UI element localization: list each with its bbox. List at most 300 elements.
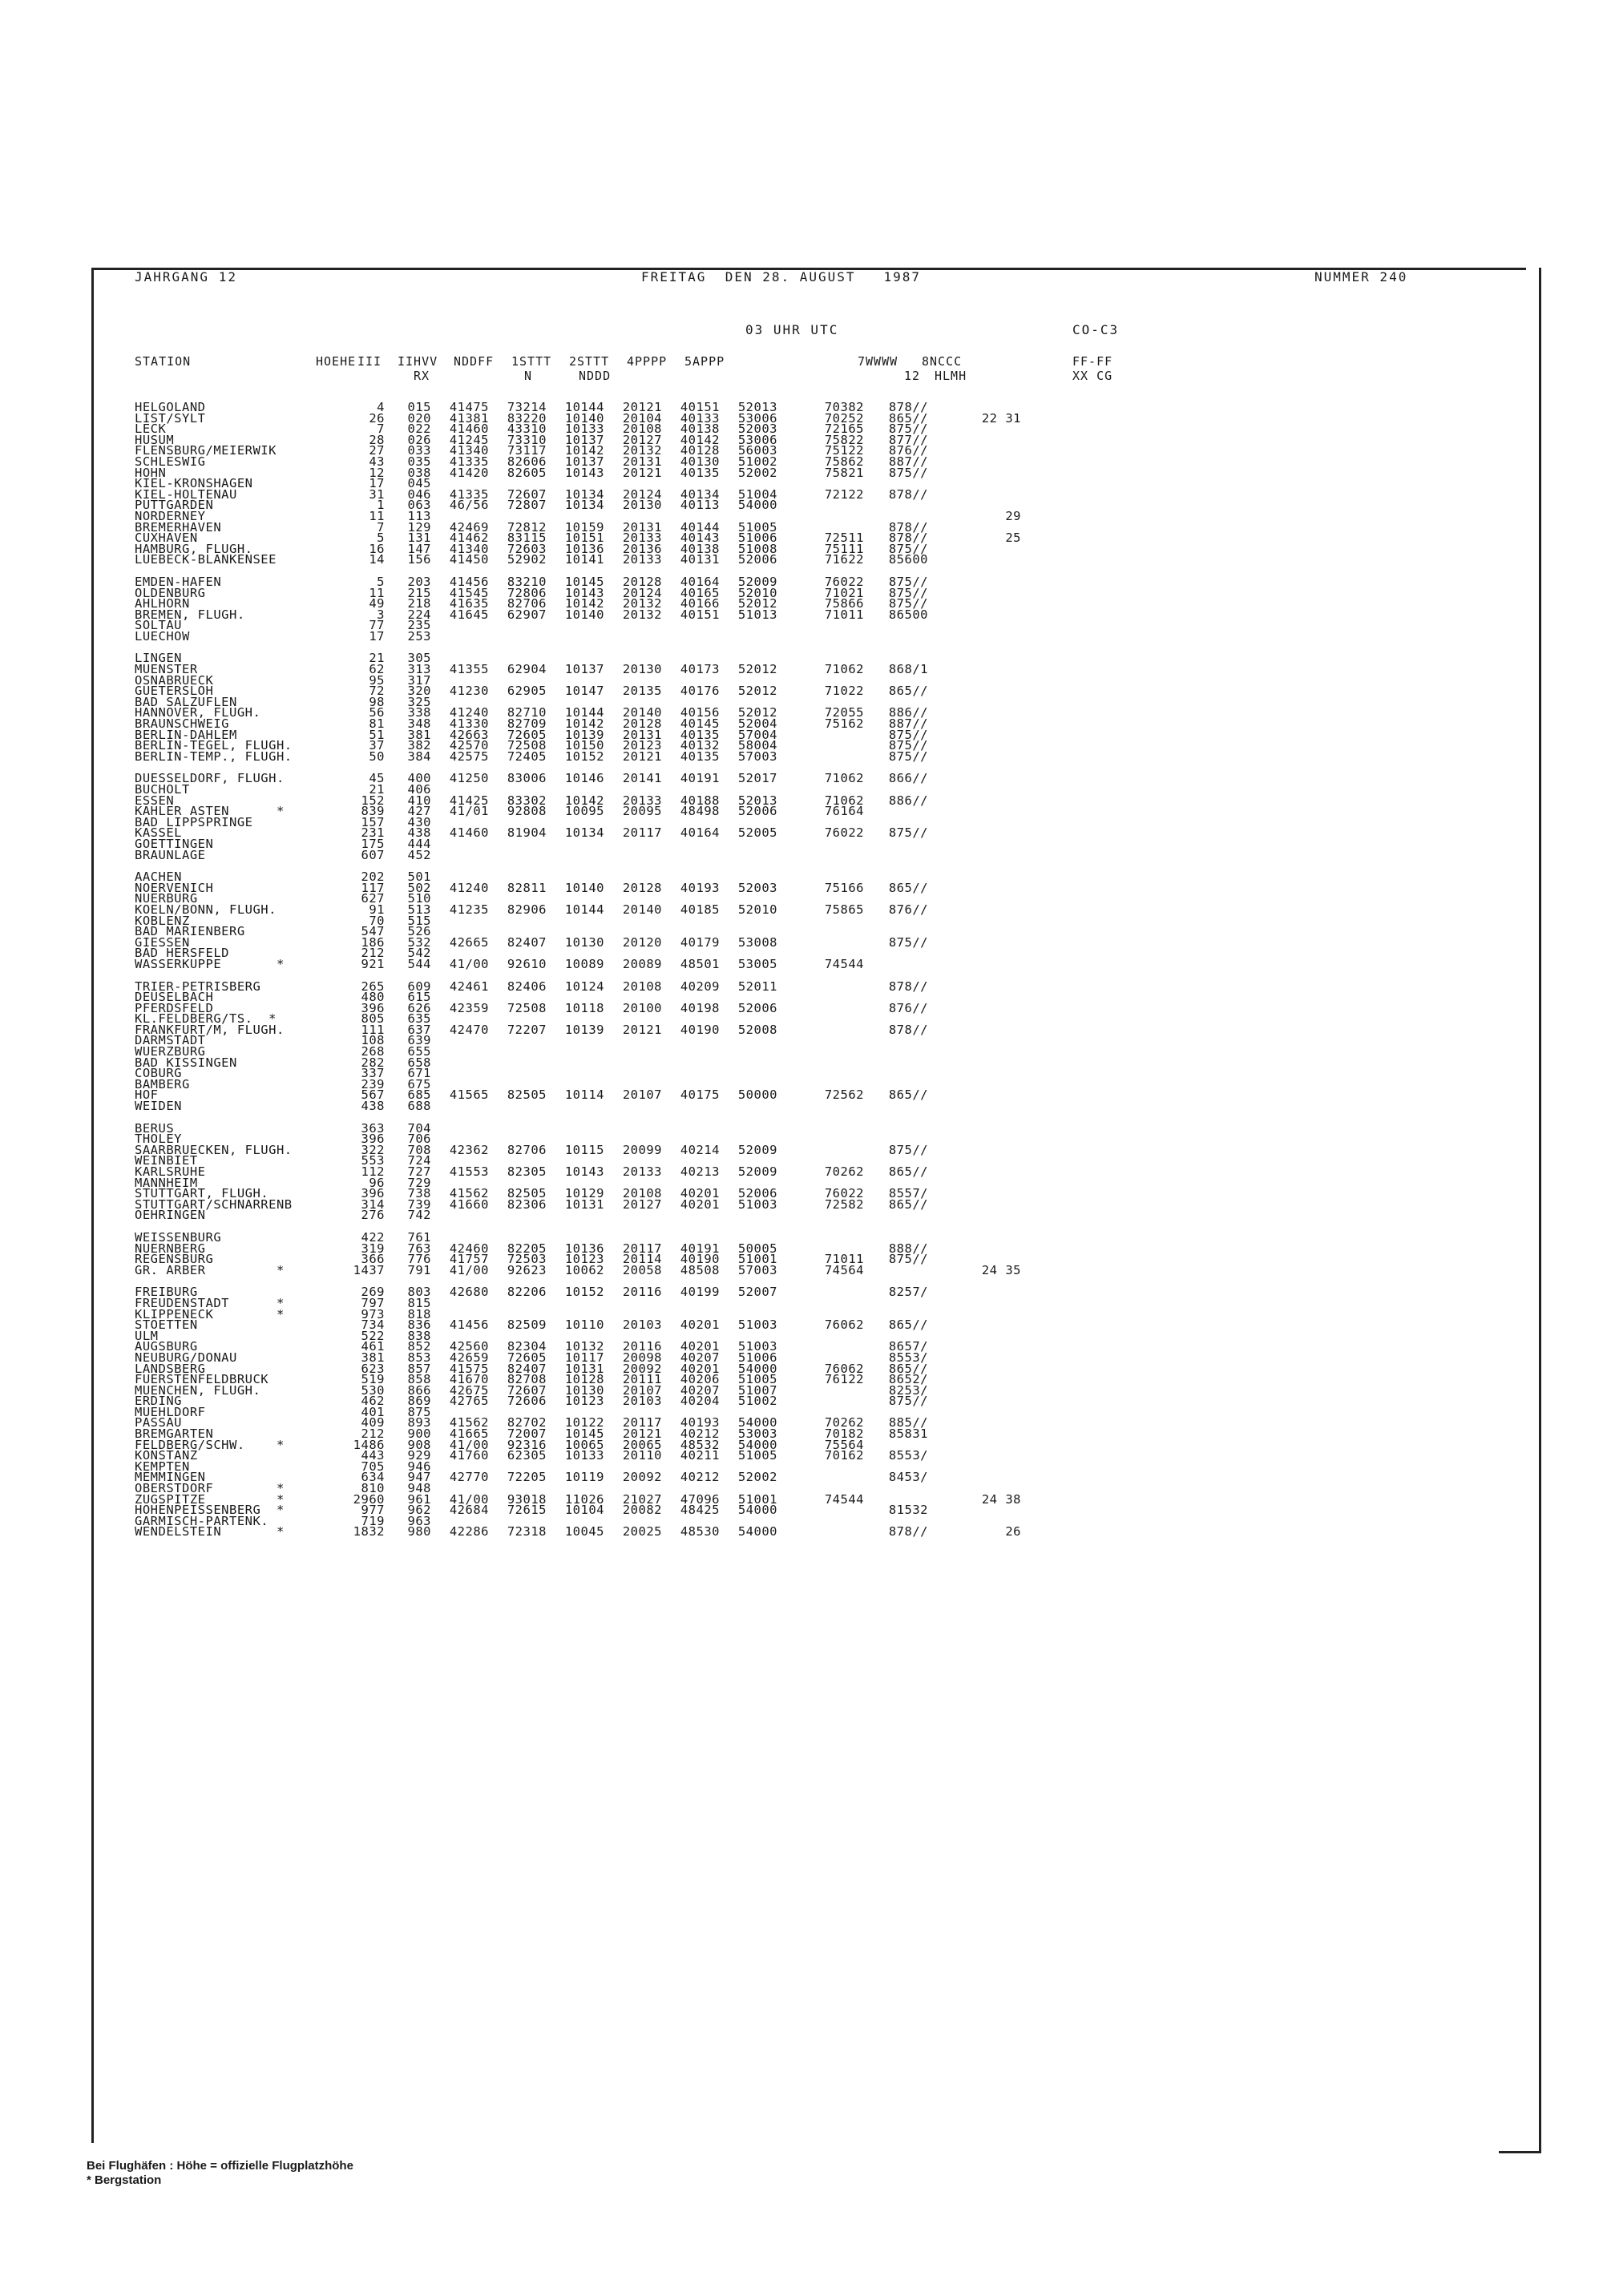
table-cell: 878// bbox=[888, 400, 928, 414]
table-cell: 10131 bbox=[564, 1361, 604, 1376]
table-row bbox=[135, 1265, 1021, 1277]
gap-cell bbox=[928, 544, 968, 555]
footer-note-airports: Bei Flughäfen : Höhe = offizielle Flugplatzhöhe bbox=[87, 2159, 353, 2173]
table-cell: 885// bbox=[888, 1415, 928, 1430]
table-cell: 40201 bbox=[680, 1186, 720, 1201]
table-cell: 815 bbox=[407, 1295, 431, 1310]
table-cell: 51005 bbox=[737, 1372, 777, 1387]
station-name: GARMISCH-PARTENK. bbox=[135, 1513, 269, 1528]
table-cell: 818 bbox=[407, 1306, 431, 1322]
table-row bbox=[135, 555, 1021, 566]
table-cell bbox=[431, 839, 489, 850]
table-cell bbox=[720, 1124, 777, 1135]
gap-cell bbox=[928, 490, 968, 501]
table-cell: 40144 bbox=[680, 519, 720, 535]
table-cell bbox=[968, 796, 1021, 807]
gap-cell bbox=[777, 1124, 806, 1135]
gap-cell bbox=[777, 708, 806, 719]
table-cell: 72508 bbox=[507, 738, 547, 753]
gap-cell bbox=[777, 806, 806, 817]
table-cell: 542 bbox=[407, 946, 431, 961]
table-cell bbox=[864, 850, 928, 862]
table-cell: 20131 bbox=[622, 454, 662, 469]
table-row bbox=[135, 883, 1021, 894]
station-name: AUGSBURG bbox=[135, 1339, 198, 1354]
observation-time: 03 UHR UTC bbox=[745, 322, 839, 337]
table-cell: 40214 bbox=[680, 1142, 720, 1157]
table-cell: 20123 bbox=[622, 738, 662, 753]
table-cell: 015 bbox=[407, 400, 431, 414]
table-cell: 20131 bbox=[622, 727, 662, 742]
station-name: LINGEN bbox=[135, 651, 182, 666]
table-cell bbox=[489, 620, 547, 632]
table-cell: 430 bbox=[407, 814, 431, 829]
station-name: BERLIN-TEMP., FLUGH. bbox=[135, 749, 293, 764]
gap-cell bbox=[777, 1516, 806, 1527]
table-cell: 348 bbox=[407, 716, 431, 732]
table-cell: 51003 bbox=[737, 1196, 777, 1212]
table-cell: 41553 bbox=[449, 1164, 489, 1179]
table-cell: 865// bbox=[888, 1087, 928, 1103]
table-cell bbox=[662, 1068, 720, 1079]
table-cell: 381 bbox=[407, 727, 431, 742]
table-cell: 20114 bbox=[622, 1252, 662, 1267]
table-cell: 95 bbox=[369, 672, 385, 688]
table-cell: 98 bbox=[369, 694, 385, 709]
table-cell: 75866 bbox=[824, 596, 864, 611]
gap-cell bbox=[928, 1233, 968, 1244]
gap-cell bbox=[777, 982, 806, 993]
table-cell: 522 bbox=[361, 1328, 385, 1343]
table-cell: 20082 bbox=[622, 1503, 662, 1518]
table-cell: 74544 bbox=[824, 1491, 864, 1507]
table-cell: 41/00 bbox=[449, 1491, 489, 1507]
table-cell: 75865 bbox=[824, 902, 864, 917]
table-cell: 20133 bbox=[622, 552, 662, 567]
gap-cell bbox=[777, 446, 806, 457]
gap-cell bbox=[928, 817, 968, 829]
table-cell: 82205 bbox=[507, 1241, 547, 1256]
gap-cell bbox=[777, 599, 806, 610]
table-cell: 51001 bbox=[737, 1491, 777, 1507]
table-cell bbox=[968, 828, 1021, 839]
table-cell: 10123 bbox=[564, 1394, 604, 1409]
table-cell bbox=[720, 1298, 777, 1309]
station-name: THOLEY bbox=[135, 1132, 182, 1147]
gap-cell bbox=[928, 850, 968, 862]
table-cell: 639 bbox=[407, 1033, 431, 1048]
table-cell: 70162 bbox=[824, 1448, 864, 1463]
table-cell: 338 bbox=[407, 705, 431, 720]
table-cell: 510 bbox=[407, 891, 431, 906]
table-cell bbox=[662, 850, 720, 862]
table-cell: 41230 bbox=[449, 684, 489, 699]
table-cell: 71011 bbox=[824, 607, 864, 622]
table-cell: 72165 bbox=[824, 422, 864, 437]
table-cell: 866// bbox=[888, 771, 928, 786]
table-cell: 836 bbox=[407, 1317, 431, 1333]
table-cell: 83006 bbox=[507, 771, 547, 786]
gap-cell bbox=[777, 992, 806, 1003]
station-name: MUEHLDORF bbox=[135, 1404, 206, 1419]
table-cell: 83302 bbox=[507, 793, 547, 808]
table-cell bbox=[806, 752, 864, 763]
table-cell bbox=[547, 1124, 604, 1135]
table-cell: 1 bbox=[377, 498, 385, 513]
table-cell: 52002 bbox=[737, 465, 777, 480]
table-cell: 71011 bbox=[824, 1252, 864, 1267]
table-cell: 40204 bbox=[680, 1394, 720, 1409]
table-cell: 42665 bbox=[449, 934, 489, 950]
col-ff-ff: FF-FF bbox=[1072, 354, 1113, 369]
table-cell: 10134 bbox=[564, 825, 604, 841]
table-cell bbox=[806, 1516, 864, 1527]
table-cell: 876// bbox=[888, 443, 928, 458]
station-name: FREIBURG bbox=[135, 1285, 198, 1300]
table-cell: 10141 bbox=[564, 552, 604, 567]
table-cell bbox=[720, 620, 777, 632]
station-name: STOETTEN bbox=[135, 1317, 198, 1333]
table-cell: 947 bbox=[407, 1470, 431, 1485]
table-cell: 10065 bbox=[564, 1437, 604, 1452]
table-cell: 51005 bbox=[737, 519, 777, 535]
gap-cell bbox=[928, 1429, 968, 1440]
gap-cell bbox=[777, 1374, 806, 1386]
table-cell: 317 bbox=[407, 672, 431, 688]
station-name: KASSEL bbox=[135, 825, 182, 841]
gap-cell bbox=[777, 1527, 806, 1538]
table-row bbox=[135, 806, 1021, 817]
table-cell bbox=[806, 1025, 864, 1036]
gap-cell bbox=[928, 1418, 968, 1429]
table-cell: 406 bbox=[407, 782, 431, 797]
table-cell: 41456 bbox=[449, 1317, 489, 1333]
table-cell bbox=[968, 676, 1021, 687]
table-cell bbox=[662, 916, 720, 927]
station-name: WENDELSTEIN * bbox=[135, 1524, 285, 1539]
gap-cell bbox=[777, 839, 806, 850]
table-row bbox=[135, 1527, 1021, 1538]
table-cell bbox=[547, 1101, 604, 1112]
gap-cell bbox=[777, 1320, 806, 1331]
station-name: KAHLER ASTEN * bbox=[135, 804, 285, 819]
gap-cell bbox=[928, 1014, 968, 1025]
table-cell: 839 bbox=[361, 804, 385, 819]
table-cell: 10062 bbox=[564, 1262, 604, 1277]
table-cell bbox=[720, 1058, 777, 1069]
table-cell: 92316 bbox=[507, 1437, 547, 1452]
table-cell: 82406 bbox=[507, 979, 547, 994]
table-cell: 26 bbox=[369, 410, 385, 426]
table-cell: 875// bbox=[888, 541, 928, 556]
gap-cell bbox=[777, 1440, 806, 1451]
table-cell bbox=[968, 1200, 1021, 1211]
table-cell bbox=[864, 916, 928, 927]
table-cell: 865// bbox=[888, 880, 928, 895]
gap-cell bbox=[777, 588, 806, 599]
table-cell: 41/00 bbox=[449, 1262, 489, 1277]
table-cell: 41460 bbox=[449, 422, 489, 437]
table-cell: 381 bbox=[361, 1350, 385, 1365]
station-name: DEUSELBACH bbox=[135, 990, 214, 1005]
gap-cell bbox=[777, 1429, 806, 1440]
station-name: KEMPTEN bbox=[135, 1459, 190, 1474]
table-cell bbox=[968, 905, 1021, 916]
table-cell: 10129 bbox=[564, 1186, 604, 1201]
table-cell: 908 bbox=[407, 1437, 431, 1452]
table-cell: 40212 bbox=[680, 1470, 720, 1485]
table-cell bbox=[968, 894, 1021, 905]
table-cell bbox=[968, 1003, 1021, 1015]
gap-cell bbox=[928, 1495, 968, 1506]
station-name: EMDEN-HAFEN bbox=[135, 574, 222, 589]
table-cell: 761 bbox=[407, 1229, 431, 1245]
gap-cell bbox=[777, 1309, 806, 1321]
table-cell: 42659 bbox=[449, 1350, 489, 1365]
gap-cell bbox=[928, 1396, 968, 1407]
station-name: NEUBURG/DONAU bbox=[135, 1350, 237, 1365]
table-cell: 10147 bbox=[564, 684, 604, 699]
table-cell bbox=[806, 982, 864, 993]
table-cell: 72207 bbox=[507, 1022, 547, 1037]
table-cell: 71022 bbox=[824, 684, 864, 699]
table-cell: 875// bbox=[888, 596, 928, 611]
table-cell: 875// bbox=[888, 1394, 928, 1409]
table-cell bbox=[431, 1210, 489, 1221]
gap-cell bbox=[928, 1440, 968, 1451]
table-cell bbox=[806, 1210, 864, 1221]
table-cell: 026 bbox=[407, 432, 431, 447]
table-cell bbox=[720, 850, 777, 862]
table-cell bbox=[806, 730, 864, 741]
table-cell: 1437 bbox=[353, 1262, 385, 1277]
table-cell: 52902 bbox=[507, 552, 547, 567]
table-cell: 10130 bbox=[564, 1382, 604, 1398]
table-cell: 10110 bbox=[564, 1317, 604, 1333]
table-cell bbox=[968, 883, 1021, 894]
synop-table bbox=[135, 402, 1021, 1538]
gap-cell bbox=[928, 653, 968, 664]
gap-cell bbox=[777, 653, 806, 664]
table-cell bbox=[968, 1472, 1021, 1483]
table-cell: 10159 bbox=[564, 519, 604, 535]
table-cell bbox=[864, 1124, 928, 1135]
table-cell: 51 bbox=[369, 727, 385, 742]
table-frame-left bbox=[91, 268, 94, 2143]
table-cell: 152 bbox=[361, 793, 385, 808]
table-cell: 48530 bbox=[680, 1524, 720, 1539]
table-cell: 567 bbox=[361, 1087, 385, 1103]
table-cell: 10136 bbox=[564, 541, 604, 556]
table-cell: 8553/ bbox=[888, 1350, 928, 1365]
gap-cell bbox=[777, 402, 806, 414]
table-cell: 444 bbox=[407, 836, 431, 851]
table-cell: 10117 bbox=[564, 1350, 604, 1365]
table-cell bbox=[968, 620, 1021, 632]
table-cell: 40185 bbox=[680, 902, 720, 917]
table-cell: 20092 bbox=[622, 1361, 662, 1376]
table-cell: 53003 bbox=[737, 1426, 777, 1442]
table-cell: 76062 bbox=[824, 1361, 864, 1376]
gap-cell bbox=[777, 1200, 806, 1211]
col-hlmh: HLMH bbox=[935, 369, 967, 383]
table-cell: 51006 bbox=[737, 531, 777, 546]
table-cell bbox=[968, 1407, 1021, 1418]
table-cell bbox=[489, 1047, 547, 1058]
table-cell: 56003 bbox=[737, 443, 777, 458]
gap-cell bbox=[777, 1178, 806, 1189]
table-frame-right bbox=[1539, 268, 1541, 2151]
table-cell: 422 bbox=[361, 1229, 385, 1245]
table-cell: 72605 bbox=[507, 727, 547, 742]
table-cell: 72607 bbox=[507, 486, 547, 502]
table-cell: 8557/ bbox=[888, 1186, 928, 1201]
table-cell: 40131 bbox=[680, 552, 720, 567]
table-cell: 113 bbox=[407, 508, 431, 523]
table-row bbox=[135, 1068, 1021, 1079]
table-cell bbox=[968, 1396, 1021, 1407]
station-name: NORDERNEY bbox=[135, 508, 206, 523]
table-cell bbox=[431, 1068, 489, 1079]
table-cell: 41/01 bbox=[449, 804, 489, 819]
table-cell: 10136 bbox=[564, 1241, 604, 1256]
table-cell: 869 bbox=[407, 1394, 431, 1409]
table-cell: 20133 bbox=[622, 793, 662, 808]
table-cell: 20100 bbox=[622, 1000, 662, 1015]
table-cell bbox=[806, 1134, 864, 1145]
gap-cell bbox=[777, 1331, 806, 1342]
gap-cell bbox=[928, 511, 968, 523]
station-name: KLIPPENECK * bbox=[135, 1306, 285, 1322]
table-cell bbox=[806, 1145, 864, 1156]
table-cell: 519 bbox=[361, 1372, 385, 1387]
table-cell: 22 31 bbox=[981, 410, 1021, 426]
table-cell bbox=[489, 1124, 547, 1135]
table-cell: 719 bbox=[361, 1513, 385, 1528]
table-cell: 51002 bbox=[737, 1394, 777, 1409]
table-cell: 75862 bbox=[824, 454, 864, 469]
table-cell bbox=[968, 686, 1021, 697]
table-cell: 51001 bbox=[737, 1252, 777, 1267]
col-rx: RX bbox=[414, 369, 430, 383]
table-cell: 212 bbox=[361, 946, 385, 961]
table-cell: 70182 bbox=[824, 1426, 864, 1442]
gap-cell bbox=[928, 1309, 968, 1321]
table-cell: 526 bbox=[407, 924, 431, 939]
table-cell: 42765 bbox=[449, 1394, 489, 1409]
table-cell bbox=[806, 850, 864, 862]
table-cell bbox=[968, 1145, 1021, 1156]
table-cell: 547 bbox=[361, 924, 385, 939]
table-cell: 20130 bbox=[622, 662, 662, 677]
gap-cell bbox=[777, 533, 806, 544]
gap-cell bbox=[928, 948, 968, 959]
table-cell bbox=[489, 850, 547, 862]
table-cell: 980 bbox=[407, 1524, 431, 1539]
station-name: WASSERKUPPE * bbox=[135, 956, 285, 971]
station-name: STUTTGART/SCHNARRENB bbox=[135, 1196, 293, 1212]
table-cell bbox=[431, 632, 489, 643]
table-cell: 41240 bbox=[449, 705, 489, 720]
table-cell: 313 bbox=[407, 662, 431, 677]
table-cell: 502 bbox=[407, 880, 431, 895]
gap-cell bbox=[928, 1505, 968, 1516]
col-8nccc: 8NCCC bbox=[922, 354, 963, 369]
table-cell: 52017 bbox=[737, 771, 777, 786]
table-cell: 82906 bbox=[507, 902, 547, 917]
table-cell: 42575 bbox=[449, 749, 489, 764]
table-cell: 40151 bbox=[680, 400, 720, 414]
station-name: OBERSTDORF * bbox=[135, 1481, 285, 1496]
gap-cell bbox=[928, 959, 968, 970]
station-name: BERLIN-DAHLEM bbox=[135, 727, 237, 742]
table-cell: 10137 bbox=[564, 662, 604, 677]
station-name: FLENSBURG/MEIERWIK bbox=[135, 443, 277, 458]
gap-cell bbox=[928, 588, 968, 599]
station-name: LUEBECK-BLANKENSEE bbox=[135, 552, 277, 567]
table-cell: 8257/ bbox=[888, 1285, 928, 1300]
table-cell: 10142 bbox=[564, 716, 604, 732]
table-cell: 10132 bbox=[564, 1339, 604, 1354]
table-row bbox=[135, 632, 1021, 643]
table-cell: 82306 bbox=[507, 1196, 547, 1212]
table-cell: 71062 bbox=[824, 793, 864, 808]
table-cell bbox=[489, 1068, 547, 1079]
gap-cell bbox=[777, 435, 806, 446]
table-cell: 20127 bbox=[622, 1196, 662, 1212]
table-cell bbox=[806, 1035, 864, 1047]
table-cell bbox=[968, 632, 1021, 643]
table-cell bbox=[968, 1101, 1021, 1112]
station-name: HOF bbox=[135, 1087, 159, 1103]
table-cell: 77 bbox=[369, 618, 385, 633]
gap-cell bbox=[777, 883, 806, 894]
table-cell: 857 bbox=[407, 1361, 431, 1376]
table-row bbox=[135, 1210, 1021, 1221]
table-cell: 52009 bbox=[737, 1164, 777, 1179]
gap-cell bbox=[928, 1188, 968, 1200]
gap-cell bbox=[777, 414, 806, 425]
table-cell: 8253/ bbox=[888, 1382, 928, 1398]
table-cell: 10150 bbox=[564, 738, 604, 753]
gap-cell bbox=[928, 402, 968, 414]
table-cell: 7 bbox=[377, 422, 385, 437]
table-cell: 10146 bbox=[564, 771, 604, 786]
table-frame-bottom-right bbox=[1499, 2151, 1541, 2153]
table-cell bbox=[968, 938, 1021, 949]
gap-cell bbox=[928, 1244, 968, 1255]
table-cell bbox=[547, 1035, 604, 1047]
table-cell: 40198 bbox=[680, 1000, 720, 1015]
table-cell: 82811 bbox=[507, 880, 547, 895]
table-cell: 10140 bbox=[564, 410, 604, 426]
table-cell: 82505 bbox=[507, 1087, 547, 1103]
gap-cell bbox=[777, 785, 806, 796]
table-cell: 366 bbox=[361, 1252, 385, 1267]
table-cell bbox=[968, 839, 1021, 850]
gap-cell bbox=[777, 511, 806, 523]
table-row bbox=[135, 1451, 1021, 1462]
table-cell: 305 bbox=[407, 651, 431, 666]
table-cell: 706 bbox=[407, 1132, 431, 1147]
table-cell: 57003 bbox=[737, 749, 777, 764]
gap-cell bbox=[777, 1014, 806, 1025]
gap-cell bbox=[777, 1047, 806, 1058]
gap-cell bbox=[777, 523, 806, 534]
gap-cell bbox=[777, 905, 806, 916]
table-cell: 20132 bbox=[622, 607, 662, 622]
table-cell: 147 bbox=[407, 541, 431, 556]
